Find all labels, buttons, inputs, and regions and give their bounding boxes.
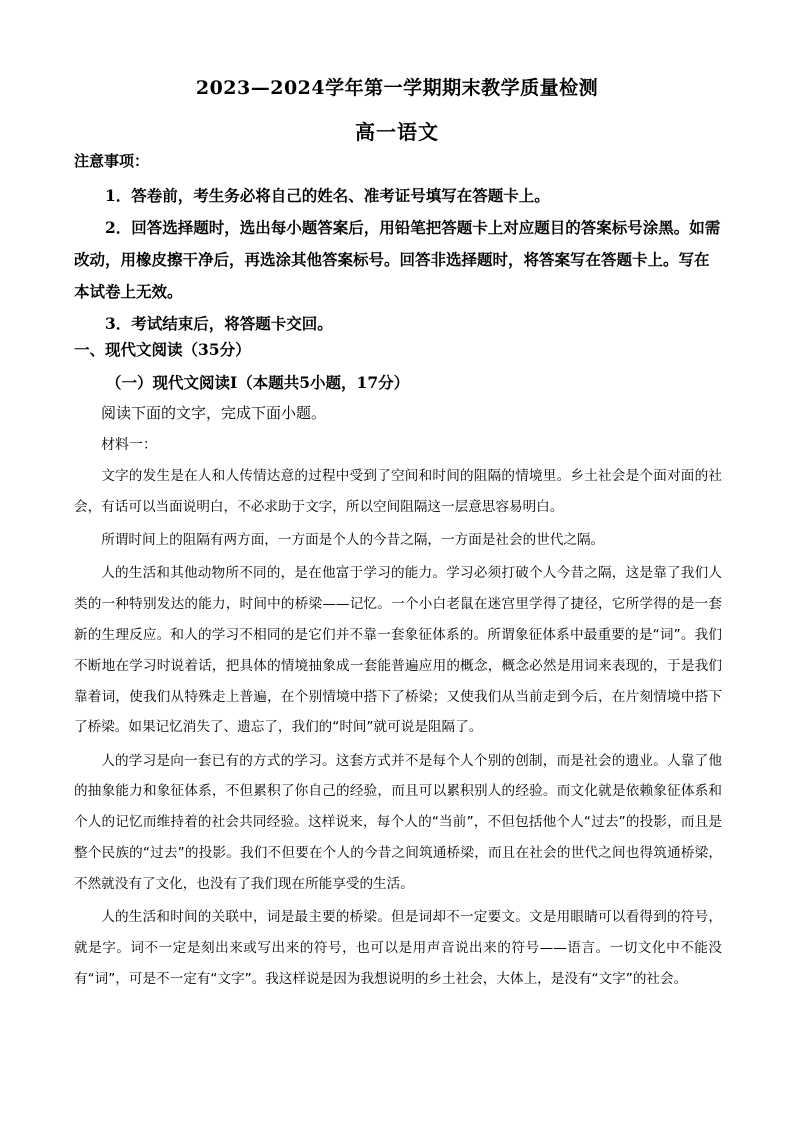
reading-material <box>74 461 722 997</box>
material-paragraph: 人的学习是向一套已有的方式的学习。这套方式并不是每个人个别的创制，而是社会的遗业。人靠了他的抽象能力和象征体系，不但累积了你自己的经验，而且可以累积别人的经验。而文化就是依赖象征体系和个人的记忆而维持着的社会共同经验。这样说来，每个人的“当前”，不但包括他个人“过去”的投影，而且是整个民族的“过去”的投影。我们不但要在个人的今昔之间筑通桥梁，而且在社会的世代之间也得筑通桥梁，不然就没有了文化，也没有了我们现在所能享受的生活。 <box>74 752 722 892</box>
notice-item: 3．考试结束后，将答题卡交回。 <box>105 314 333 333</box>
notice-item: 1．答卷前，考生务必将自己的姓名、准考证号填写在答题卡上。 <box>105 186 550 205</box>
exam-title: 2023—2024学年第一学期期末教学质量检测 <box>195 77 599 99</box>
notice-item: 2．回答选择题时，选出每小题答案后，用铅笔把答题卡上对应题目的答案标号涂黑。如需改动，用橡皮擦干净后，再选涂其他答案标号。回答非选择题时，将答案写在答题卡上。写在本试卷上无效。 <box>74 218 721 301</box>
material-label: 材料一： <box>101 437 157 453</box>
subject-title: 高一语文 <box>355 120 439 144</box>
notice-list <box>74 180 722 340</box>
section-title: 一、现代文阅读（35分） <box>74 340 251 359</box>
material-paragraph: 文字的发生是在人和人传情达意的过程中受到了空间和时间的阻隔的情境里。乡土社会是个面对面的社会，有话可以当面说明白，不必求助于文字，所以空间阻隔这一层意思容易明白。 <box>74 468 722 515</box>
notice-heading: 注意事项： <box>74 152 150 170</box>
material-paragraph: 所谓时间上的阻隔有两方面，一方面是个人的今昔之隔，一方面是社会的世代之隔。 <box>101 532 605 549</box>
reading-instruction: 阅读下面的文字，完成下面小题。 <box>101 404 327 422</box>
subsection-title: （一）现代文阅读Ⅰ（本题共5小题，17分） <box>106 373 410 392</box>
material-paragraph: 人的生活和其他动物所不同的，是在他富于学习的能力。学习必须打破个人今昔之隔，这是靠了我们人类的一种特别发达的能力，时间中的桥梁——记忆。一个小白老鼠在迷宫里学得了捷径，它所学得的是一套新的生理反应。和人的学习不相同的是它们并不靠一套象征体系的。所谓象征体系中最重要的是“词”。我们不断地在学习时说着话，把具体的情境抽象成一套能普遍应用的概念，概念必然是用词来表现的，于是我们靠着词，使我们从特殊走上普遍，在个别情境中搭下了桥梁；又使我们从当前走到今后，在片刻情境中搭下了桥梁。如果记忆消失了、遗忘了，我们的“时间”就可说是阻隔了。 <box>74 565 722 736</box>
material-paragraph: 人的生活和时间的关联中，词是最主要的桥梁。但是词却不一定要文。文是用眼睛可以看得到的符号，就是字。词不一定是刻出来或写出来的符号，也可以是用声音说出来的符号——语言。一切文化中不能没有“词”，可是不一定有“文字”。我这样说是因为我想说明的乡土社会，大体上，是没有“文字”的社会。 <box>74 909 722 987</box>
